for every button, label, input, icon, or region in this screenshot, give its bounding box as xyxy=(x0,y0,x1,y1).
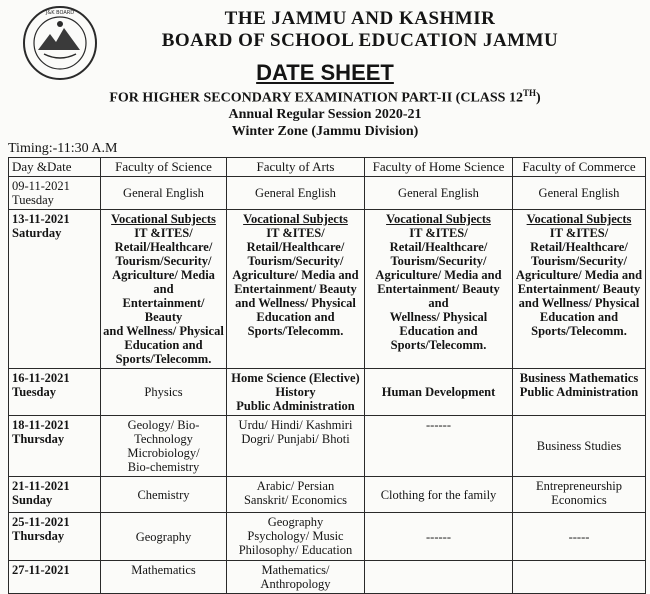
subject-cell-arts xyxy=(227,416,365,477)
subject-line: Geography xyxy=(135,529,192,544)
subject-line: Entrepreneurship xyxy=(535,479,623,493)
subtitle-sup: TH xyxy=(522,88,536,98)
subject-line: IT &ITES/ xyxy=(266,226,325,240)
subject-line: Human Development xyxy=(381,385,496,399)
exam-date: 25-11-2021 xyxy=(12,515,70,529)
subject-cell-science xyxy=(101,513,227,561)
date-sheet-title: DATE SHEET xyxy=(256,60,394,85)
subject-cell-arts xyxy=(227,477,365,513)
subject-line: Sports/Telecomm. xyxy=(531,324,627,338)
subject-line: Vocational Subjects xyxy=(243,212,348,226)
subject-line: General English xyxy=(398,186,479,200)
header-home-science: Faculty of Home Science xyxy=(365,158,513,177)
subject-line: General English xyxy=(255,186,336,200)
header-commerce: Faculty of Commerce xyxy=(513,158,646,177)
subject-line: Entertainment/ Beauty xyxy=(122,296,205,324)
subject-line: Sanskrit/ Economics xyxy=(243,493,348,507)
subject-cell-science xyxy=(101,177,227,210)
subject-line: Philosophy/ Education xyxy=(238,543,353,557)
subject-cell-science xyxy=(101,416,227,477)
subject-line: Retail/Healthcare/ xyxy=(114,240,213,254)
date-cell xyxy=(9,416,101,477)
subject-line: Business Mathematics xyxy=(519,371,639,385)
subject-line: Urdu/ Hindi/ Kashmiri xyxy=(238,418,353,432)
subject-line: Tourism/Security/ xyxy=(247,254,344,268)
exam-day: Thursday xyxy=(12,432,65,446)
subject-line: Education and xyxy=(399,324,478,338)
table-row xyxy=(9,513,646,561)
exam-day: Saturday xyxy=(12,226,62,240)
subject-line: Arabic/ Persian xyxy=(256,479,335,493)
subject-line: Retail/Healthcare/ xyxy=(246,240,345,254)
subject-line: IT &ITES/ xyxy=(549,226,609,240)
subject-line: Vocational Subjects xyxy=(526,212,632,226)
subject-line: Entertainment/ Beauty xyxy=(517,282,641,296)
subject-line: Agriculture/ Media and xyxy=(515,268,643,282)
subject-cell-home xyxy=(365,416,513,477)
subject-line: Dogri/ Punjabi/ Bhoti xyxy=(241,432,350,446)
subject-line: Agriculture/ Media and xyxy=(232,268,359,282)
subject-line: Geology/ Bio- xyxy=(127,418,200,432)
subject-cell-home xyxy=(365,477,513,513)
subject-cell-commerce xyxy=(513,177,646,210)
exam-date: 21-11-2021 xyxy=(12,479,70,493)
subject-line: Wellness/ Physical xyxy=(389,310,488,324)
date-cell xyxy=(9,177,101,210)
exam-date: 27-11-2021 xyxy=(12,563,70,577)
subject-cell-science xyxy=(101,477,227,513)
subject-cell-home xyxy=(365,177,513,210)
subject-cell-commerce xyxy=(513,477,646,513)
session-label: Annual Regular Session 2020-21 xyxy=(228,107,422,122)
subject-line: Sports/Telecomm. xyxy=(247,324,344,338)
subject-line: IT &ITES/ xyxy=(409,226,468,240)
exam-date: 18-11-2021 xyxy=(12,418,70,432)
subject-cell-arts xyxy=(227,513,365,561)
date-cell xyxy=(9,561,101,594)
subject-cell-commerce xyxy=(513,561,646,594)
subject-cell-arts xyxy=(227,561,365,594)
subject-cell-arts xyxy=(227,177,365,210)
table-row xyxy=(9,177,646,210)
page-title xyxy=(0,60,650,86)
table-row xyxy=(9,477,646,513)
subject-line: Home Science (Elective) xyxy=(231,371,360,385)
date-sheet-table xyxy=(8,157,646,594)
subject-line: Bio-chemistry xyxy=(127,460,200,474)
subject-line: Business Studies xyxy=(536,439,622,453)
subject-line: ----- xyxy=(568,529,590,544)
subject-line: History xyxy=(275,385,316,399)
board-name-line1: THE JAMMU AND KASHMIR xyxy=(224,8,496,29)
header-day-date: Day &Date xyxy=(9,158,101,177)
subject-line: Chemistry xyxy=(137,487,190,502)
subtitle-end: ) xyxy=(535,90,541,106)
subject-line: Mathematics xyxy=(131,563,196,577)
subject-line: Education and xyxy=(256,310,335,324)
subject-line: ------ xyxy=(426,529,451,544)
subject-line: Geography xyxy=(267,515,324,529)
zone-label: Winter Zone (Jammu Division) xyxy=(231,124,419,139)
subject-line: Economics xyxy=(551,493,607,507)
subject-line: Vocational Subjects xyxy=(386,212,491,226)
subject-line: General English xyxy=(123,186,204,200)
timing-label: Timing:-11:30 A.M xyxy=(8,141,118,156)
table-row xyxy=(9,210,646,369)
subject-line: Sports/Telecomm. xyxy=(390,338,487,352)
subject-cell-home xyxy=(365,513,513,561)
header-arts: Faculty of Arts xyxy=(227,158,365,177)
subject-line: Retail/Healthcare/ xyxy=(389,240,488,254)
subject-line: and Wellness/ Physical xyxy=(235,296,356,310)
subject-cell-home xyxy=(365,210,513,369)
exam-day: Tuesday xyxy=(12,385,57,399)
table-row xyxy=(9,416,646,477)
subject-cell-commerce xyxy=(513,210,646,369)
board-name-line2: BOARD OF SCHOOL EDUCATION JAMMU xyxy=(161,30,559,51)
subject-line: Physics xyxy=(144,385,183,399)
date-cell xyxy=(9,210,101,369)
subject-line: Psychology/ Music xyxy=(247,529,344,543)
subject-line: Tourism/Security/ xyxy=(530,254,628,268)
date-cell xyxy=(9,513,101,561)
subtitle-main: FOR HIGHER SECONDARY EXAMINATION PART-II (CLASS 12 xyxy=(109,90,523,106)
exam-subtitle xyxy=(0,88,650,107)
subject-line: Mathematics/ Anthropology xyxy=(260,563,331,591)
subject-line: Tourism/Security/ xyxy=(390,254,487,268)
subject-cell-commerce xyxy=(513,369,646,416)
exam-date: 13-11-2021 xyxy=(12,212,70,226)
table-header-row xyxy=(9,158,646,177)
date-cell xyxy=(9,477,101,513)
subject-line: and Wellness/ Physical xyxy=(103,324,224,338)
subject-cell-science xyxy=(101,369,227,416)
subject-line: Sports/Telecomm. xyxy=(115,352,212,366)
subject-line: Entertainment/ Beauty xyxy=(234,282,357,296)
subject-cell-science xyxy=(101,561,227,594)
subject-line: General English xyxy=(538,186,620,200)
exam-day: Tuesday xyxy=(12,193,54,207)
exam-day: Thursday xyxy=(12,529,65,543)
subject-cell-home xyxy=(365,369,513,416)
table-row xyxy=(9,561,646,594)
subject-line: ------ xyxy=(426,418,451,432)
subject-cell-commerce xyxy=(513,416,646,477)
exam-date: 09-11-2021 xyxy=(12,179,70,193)
exam-day: Sunday xyxy=(12,493,53,507)
subject-line: Agriculture/ Media and xyxy=(375,268,502,282)
table-row xyxy=(9,369,646,416)
subject-line: IT &ITES/ xyxy=(134,226,193,240)
subject-cell-arts xyxy=(227,210,365,369)
subject-cell-arts xyxy=(227,369,365,416)
subject-cell-commerce xyxy=(513,513,646,561)
subject-line: Retail/Healthcare/ xyxy=(530,240,628,254)
subject-line: Vocational Subjects xyxy=(111,212,216,226)
subject-line: Education and xyxy=(539,310,619,324)
subject-line: Agriculture/ Media and xyxy=(112,268,215,296)
subject-line: Clothing for the family xyxy=(380,487,497,502)
subject-line: and Wellness/ Physical xyxy=(518,296,640,310)
date-cell xyxy=(9,369,101,416)
subject-line: Education and xyxy=(124,338,203,352)
subject-line: Public Administration xyxy=(519,385,639,399)
subject-line: Public Administration xyxy=(236,399,355,413)
subject-cell-home xyxy=(365,561,513,594)
subject-line: Technology xyxy=(134,432,193,446)
svg-text:J&K BOARD: J&K BOARD xyxy=(45,10,75,16)
header-science: Faculty of Science xyxy=(101,158,227,177)
subject-line: Entertainment/ Beauty and xyxy=(377,282,500,310)
exam-date: 16-11-2021 xyxy=(12,371,70,385)
subject-line: Microbiology/ xyxy=(127,446,200,460)
subject-line: Tourism/Security/ xyxy=(115,254,212,268)
subject-cell-science xyxy=(101,210,227,369)
